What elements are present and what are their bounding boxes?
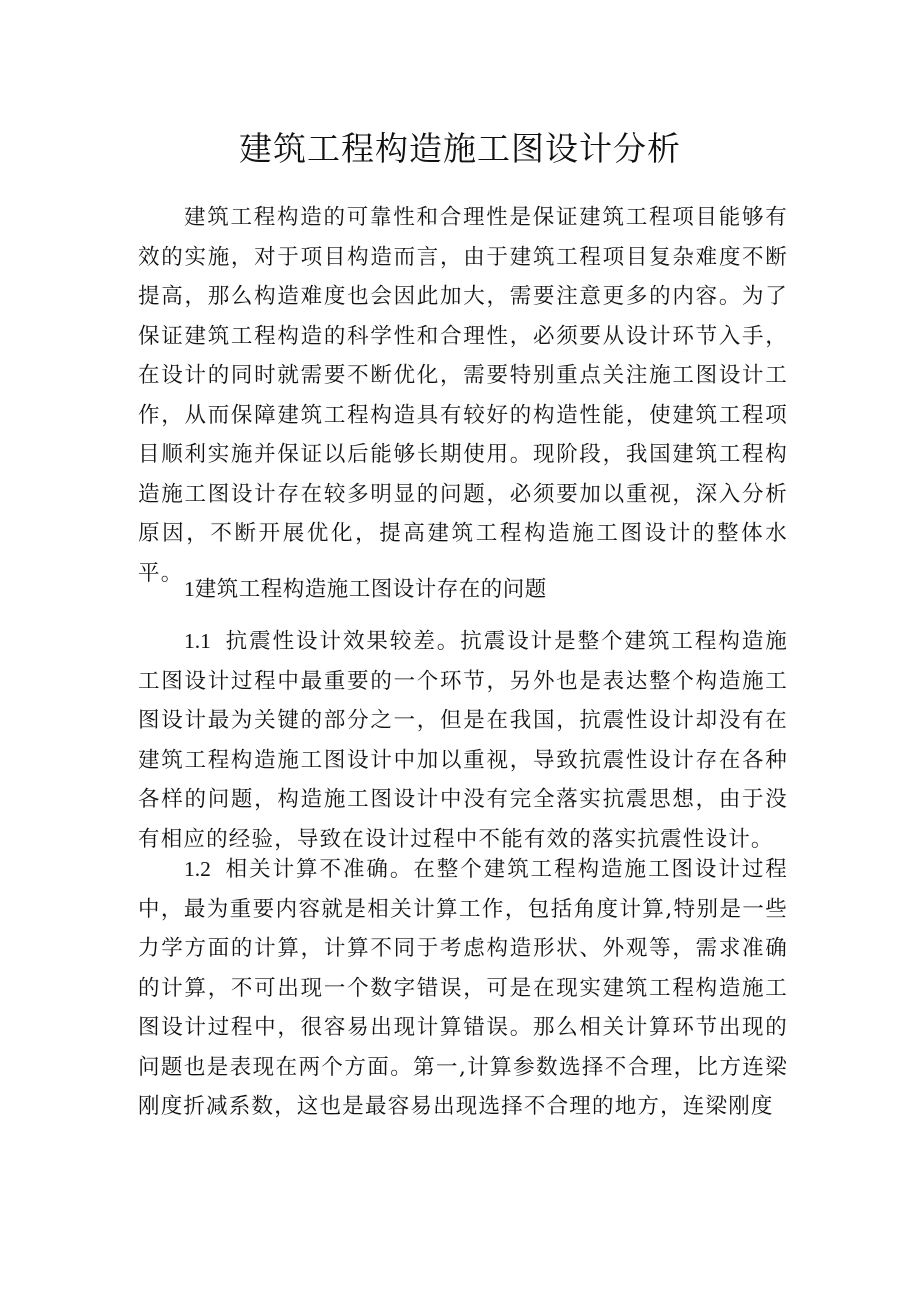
section-1-title: 建筑工程构造施工图设计存在的问题 bbox=[194, 577, 547, 602]
section-1-number: 1 bbox=[184, 577, 195, 601]
subsection-1-1-paragraph bbox=[138, 622, 788, 859]
document-title: 建筑工程构造施工图设计分析 bbox=[239, 129, 681, 168]
subsection-1-2-number: 1.2 bbox=[184, 857, 211, 881]
intro-paragraph: 建筑工程构造的可靠性和合理性是保证建筑工程项目能够有效的实施，对于项目构造而言，由于建筑工程项目复杂难度不断提高，那么构造难度也会因此加大，需要注意更多的内容。为了保证建筑工程构造的科学性和合理性，必须要从设计环节入手，在设计的同时就需要不断优化，需要特别重点关注施工图设计工作，从而保障建筑工程构造具有较好的构造性能，使建筑工程项目顺利实施并保证以后能够长期使用。现阶段，我国建筑工程构造施工图设计存在较多明显的问题，必须要加以重视，深入分析原因，不断开展优化，提高建筑工程构造施工图设计的整体水平。 bbox=[138, 205, 788, 586]
subsection-1-2-paragraph bbox=[138, 850, 788, 1127]
subsection-1-2-text: 相关计算不准确。在整个建筑工程构造施工图设计过程中，最为重要内容就是相关计算工作，包括角度计算,特别是一些力学方面的计算，计算不同于考虑构造形状、外观等，需求准确的计算，不可出现一个数字错误，可是在现实建筑工程构造施工图设计过程中，很容易出现计算错误。那么相关计算环节出现的问题也是表现在两个方面。第一,计算参数选择不合理，比方连梁刚度折减系数，这也是最容易出现选择不合理的地方，连梁刚度 bbox=[138, 857, 788, 1119]
section-1-heading bbox=[184, 570, 784, 610]
subsection-1-1-number: 1.1 bbox=[184, 629, 211, 653]
subsection-1-1-text: 抗震性设计效果较差。抗震设计是整个建筑工程构造施工图设计过程中最重要的一个环节，另外也是表达整个构造施工图设计最为关键的部分之一，但是在我国，抗震性设计却没有在建筑工程构造施工图设计中加以重视，导致抗震性设计存在各种各样的问题，构造施工图设计中没有完全落实抗震思想，由于没有相应的经验，导致在设计过程中不能有效的落实抗震性设计。 bbox=[138, 629, 788, 852]
